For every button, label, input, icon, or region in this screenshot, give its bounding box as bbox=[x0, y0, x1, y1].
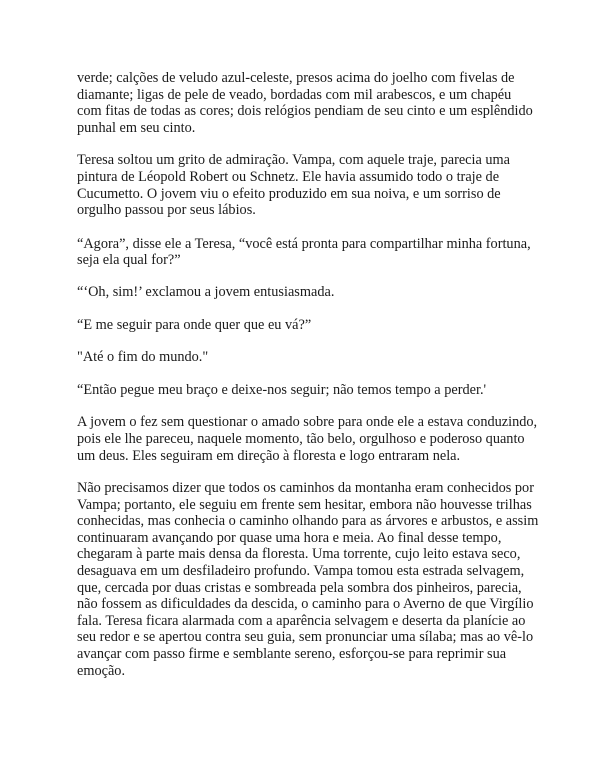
paragraph: Teresa soltou um grito de admiração. Vampa, com aquele traje, parecia uma pintura de Léopold Robert ou Schnetz. Ele havia assumido todo o traje de Cucumetto. O jovem viu o efeito produzido em sua noiva, e um sorriso de orgulho passou por seus lábios. bbox=[77, 152, 511, 219]
paragraph: “Agora”, disse ele a Teresa, “você está pronta para compartilhar minha fortuna, seja ela qual for?” bbox=[77, 235, 531, 269]
paragraph: “‘Oh, sim!’ exclamou a jovem entusiasmada. bbox=[77, 283, 335, 300]
paragraph: "Até o fim do mundo." bbox=[77, 349, 209, 366]
paragraph: verde; calções de veludo azul-celeste, presos acima do joelho com fivelas de diamante; ligas de pele de veado, bordadas com mil arabescos, e um chapéu com fitas de todas as cores; dois relógios pendiam de seu cinto e um esplêndido punhal em seu cinto. bbox=[77, 70, 533, 136]
paragraph: A jovem o fez sem questionar o amado sobre para onde ele a estava conduzindo, pois ele lhe pareceu, naquele momento, tão belo, orgulhoso e poderoso quanto um deus. Eles seguiram em direção à floresta e logo entraram nela. bbox=[77, 414, 538, 464]
paragraph: “Então pegue meu braço e deixe-nos seguir; não temos tempo a perder.' bbox=[77, 381, 487, 398]
paragraph: “E me seguir para onde quer que eu vá?” bbox=[77, 316, 312, 333]
paragraph: Não precisamos dizer que todos os caminhos da montanha eram conhecidos por Vampa; portanto, ele seguiu em frente sem hesitar, embora não houvesse trilhas conhecidas, mas conhecia o caminho olhando para as árvores e arbustos, e assim continuaram avançando por quase uma hora e meia. Ao final desse tempo, chegaram à parte mais densa da floresta. Uma torrente, cujo leito estava seco, desaguava em um desfiladeiro profundo. Vampa tomou esta estrada selvagem, que, cercada por duas cristas e sombreada pela sombra dos pinheiros, parecia, não fossem as dificuldades da descida, o caminho para o Averno de que Virgílio fala. Teresa ficara alarmada com a aparência selvagem e deserta da planície ao seu redor e se apertou contra seu guia, sem pronunciar uma sílaba; mas ao vê-lo avançar com passo firme e semblante sereno, esforçou-se para reprimir sua emoção. bbox=[77, 480, 539, 679]
document-body bbox=[77, 70, 539, 695]
